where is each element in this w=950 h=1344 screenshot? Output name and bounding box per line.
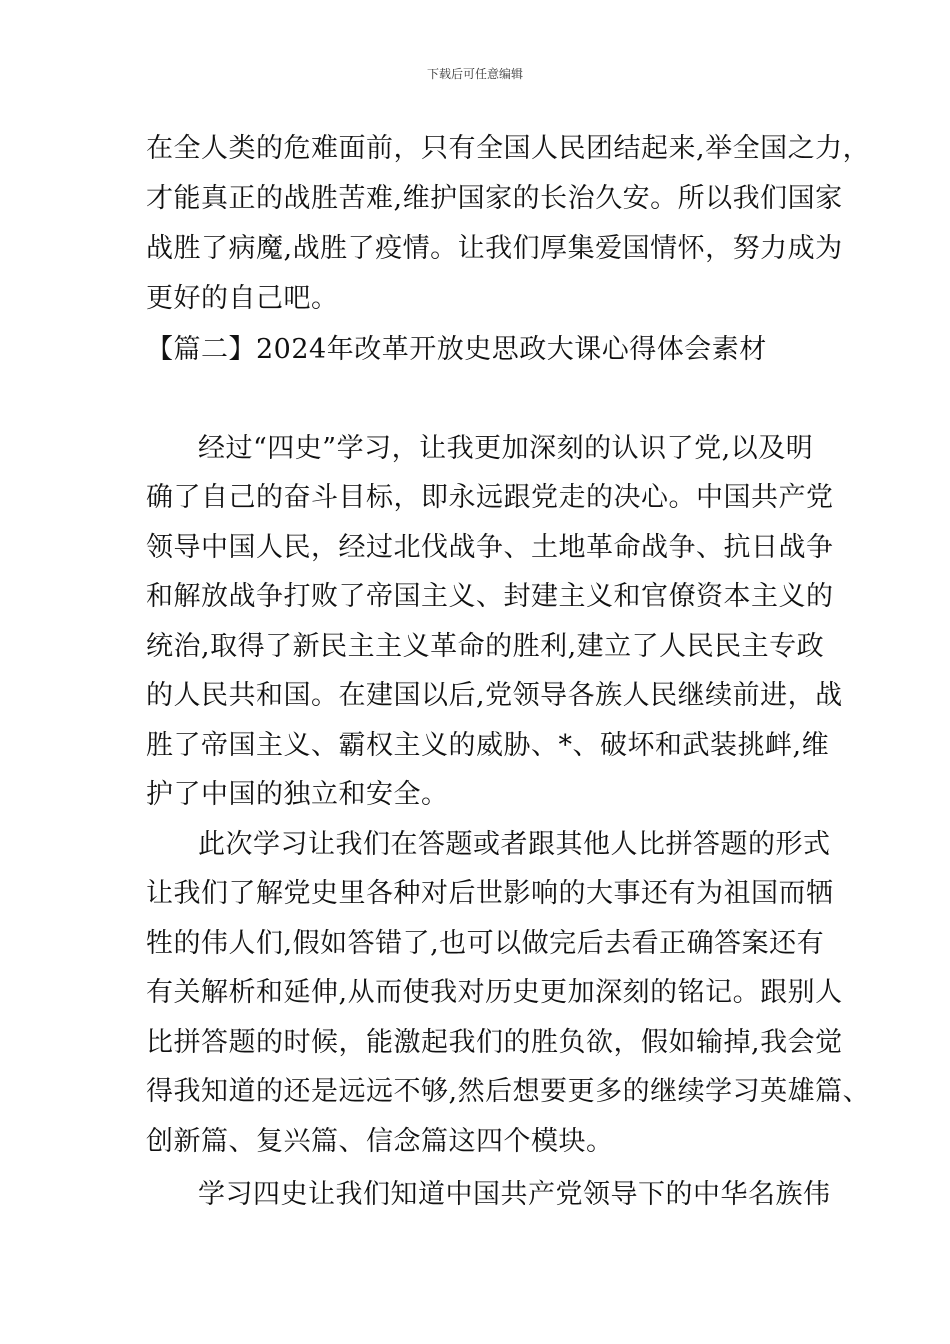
text-line: 确了自己的奋斗目标，即永远跟党走的决心。中国共产党 [146, 482, 834, 513]
text-line: 学习四史让我们知道中国共产党领导下的中华名族伟 [198, 1179, 831, 1210]
text-line: 在全人类的危难面前，只有全国人民团结起来,举全国之力， [146, 133, 871, 164]
text-line: 让我们了解党史里各种对后世影响的大事还有为祖国而牺 [146, 878, 834, 909]
text-line: 有关解析和延伸,从而使我对历史更加深刻的铭记。跟别人 [146, 977, 843, 1008]
text-line: 此次学习让我们在答题或者跟其他人比拼答题的形式 [198, 829, 831, 860]
text-line: 领导中国人民，经过北伐战争、土地革命战争、抗日战争 [146, 532, 834, 563]
text-line: 更好的自己吧。 [146, 283, 339, 314]
text-line: 护了中国的独立和安全。 [146, 779, 449, 810]
text-line: 和解放战争打败了帝国主义、封建主义和官僚资本主义的 [146, 581, 834, 612]
page-header: 下载后可任意编辑 [426, 67, 523, 81]
section-heading: 【篇二】2024年改革开放史思政大课心得体会素材 [146, 334, 767, 365]
text-line: 创新篇、复兴篇、信念篇这四个模块。 [146, 1126, 614, 1157]
text-line: 战胜了病魔,战胜了疫情。让我们厚集爱国情怀，努力成为 [146, 233, 843, 264]
text-line: 牲的伟人们,假如答错了,也可以做完后去看正确答案还有 [146, 928, 825, 959]
text-line: 才能真正的战胜苦难,维护国家的长治久安。所以我们国家 [146, 183, 843, 214]
text-line: 经过“四史”学习，让我更加深刻的认识了党,以及明 [198, 433, 814, 464]
text-line: 的人民共和国。在建国以后,党领导各族人民继续前进，战 [146, 680, 843, 711]
text-line: 得我知道的还是远远不够,然后想要更多的继续学习英雄篇、 [146, 1076, 871, 1107]
text-line: 统治,取得了新民主主义革命的胜利,建立了人民民主专政 [146, 631, 825, 662]
text-line: 比拼答题的时候，能激起我们的胜负欲，假如输掉,我会觉 [146, 1027, 843, 1058]
text-line: 胜了帝国主义、霸权主义的威胁、*、破坏和武装挑衅,维 [146, 730, 830, 761]
